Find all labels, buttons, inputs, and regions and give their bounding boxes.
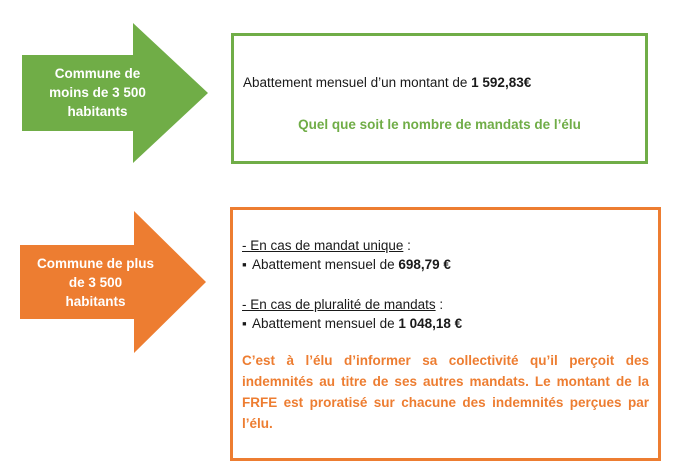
allowance-text: Abattement mensuel de (252, 257, 399, 272)
small-commune-arrow (22, 23, 212, 163)
single-mandate-heading (242, 237, 411, 255)
large-commune-box (230, 207, 661, 461)
small-commune-note: Quel que soit le nombre de mandats de l’élu (298, 117, 581, 132)
allowance-text: Abattement mensuel de (252, 316, 399, 331)
large-commune-note: C’est à l’élu d’informer sa collectivité qu’il perçoit des indemnités au titre de ses autres mandats. Le montant de la FRFE est proratisé sur chacune des indemnités perçues par l’élu. (242, 353, 649, 431)
allowance-amount: 1 048,18 € (398, 316, 463, 331)
large-commune-arrow-label (24, 254, 167, 311)
heading-colon: : (403, 238, 411, 253)
bullet-icon: ▪ (242, 257, 247, 272)
bullet-icon: ▪ (242, 316, 247, 331)
heading-colon: : (435, 297, 444, 312)
allowance-amount: 1 592,83€ (471, 75, 532, 90)
single-mandate-heading-text: - En cas de mandat unique (242, 238, 404, 253)
small-commune-allowance (243, 74, 531, 92)
arrow-label-line: Commune de (54, 66, 141, 81)
multiple-mandates-heading-text: - En cas de pluralité de mandats (242, 297, 436, 312)
large-commune-arrow (20, 211, 210, 354)
multiple-mandates-heading (242, 296, 443, 314)
arrow-label-line: moins de 3 500 (49, 85, 146, 100)
arrow-label-line: Commune de plus (36, 256, 154, 271)
allowance-amount: 698,79 € (398, 257, 451, 272)
arrow-label-line: de 3 500 (68, 275, 123, 290)
arrow-label-line: habitants (65, 294, 126, 309)
small-commune-arrow-label (26, 64, 169, 121)
allowance-text: Abattement mensuel d’un montant de (243, 75, 472, 90)
single-mandate-allowance (242, 256, 451, 274)
small-commune-box (231, 33, 648, 164)
multiple-mandates-allowance (242, 315, 462, 333)
arrow-label-line: habitants (67, 104, 128, 119)
